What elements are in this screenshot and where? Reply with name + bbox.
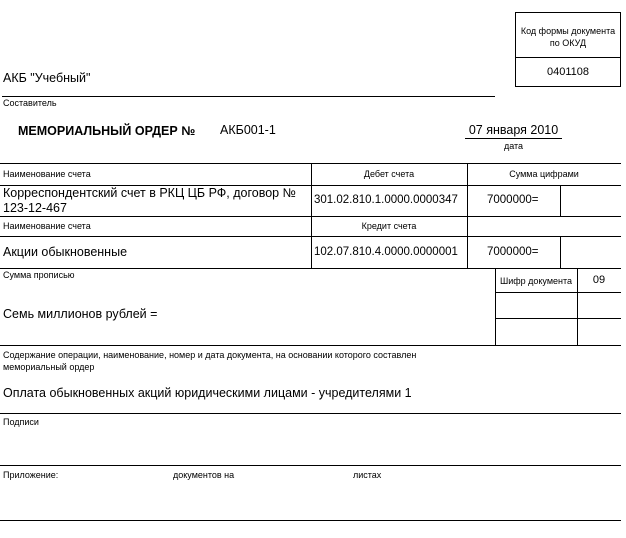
debit-amount: 7000000= (487, 194, 539, 206)
credit-account-number: 102.07.810.4.0000.0000001 (314, 246, 458, 258)
content-value: Оплата обыкновенных акций юридическими лицами - учредителями 1 (3, 386, 412, 400)
debit-account-header: Дебет счета (363, 169, 415, 179)
credit-amount: 7000000= (487, 246, 539, 258)
debit-account-number: 301.02.810.1.0000.0000347 (314, 194, 458, 206)
bank-name: АКБ "Учебный" (3, 71, 91, 85)
date-label: дата (503, 141, 524, 151)
attachment-label: Приложение: (3, 470, 59, 480)
amount-words-value: Семь миллионов рублей = (3, 307, 158, 321)
order-number: АКБ001-1 (220, 123, 276, 137)
amount-digits-header: Сумма цифрами (509, 169, 579, 179)
attachment-docs-label: документов на (173, 470, 235, 480)
credit-account-header: Кредит счета (361, 221, 417, 231)
debit-name-header: Наименование счета (3, 169, 91, 179)
order-date: 07 января 2010 (468, 123, 559, 137)
attachment-sheets-label: листах (353, 470, 382, 480)
order-title: МЕМОРИАЛЬНЫЙ ОРДЕР № (18, 124, 196, 138)
signatures-label: Подписи (3, 417, 39, 427)
okud-code: 0401108 (546, 66, 589, 78)
credit-name-header: Наименование счета (3, 221, 91, 231)
okud-label: Код формы документа по ОКУД (520, 26, 616, 48)
cipher-label: Шифр документа (499, 276, 573, 286)
content-label: Содержание операции, наименование, номер и дата документа, на основании которого составлен мемориальный ордер (3, 350, 417, 372)
credit-account-name: Акции обыкновенные (3, 245, 128, 259)
compiler-label: Составитель (3, 98, 57, 108)
cipher-value: 09 (592, 274, 606, 286)
amount-words-label: Сумма прописью (3, 270, 75, 280)
debit-account-name: Корреспондентский счет в РКЦ ЦБ РФ, договор № 123-12-467 (3, 186, 296, 215)
